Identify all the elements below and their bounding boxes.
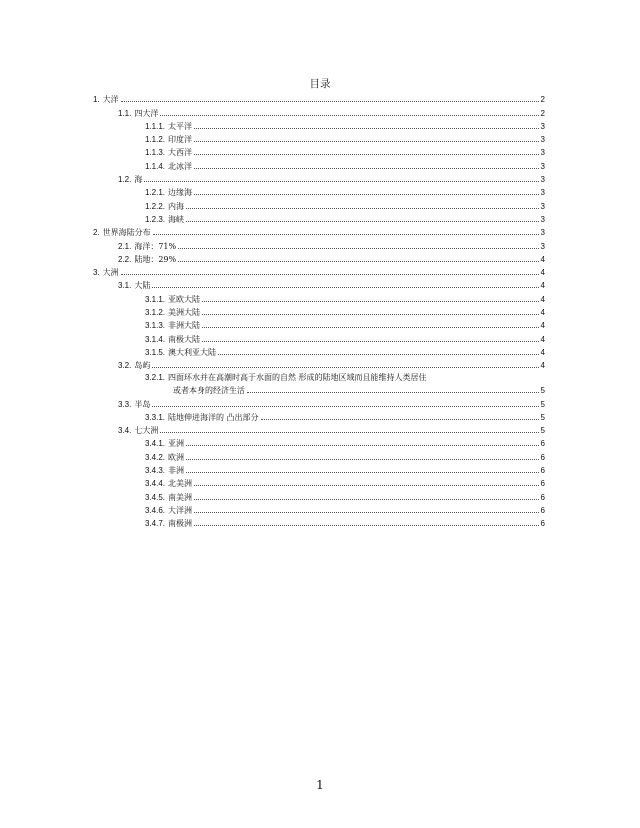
toc-entry-label: 边缘海 <box>168 188 193 198</box>
toc-entry-page: 4 <box>540 254 545 264</box>
toc-entry-page: 5 <box>540 412 545 422</box>
toc-entry-label: 岛屿 <box>134 361 151 371</box>
toc-entry-label: 内海 <box>168 201 185 211</box>
toc-entry-number: 3.4.7. <box>145 519 166 529</box>
toc-entry-page: 6 <box>540 519 545 529</box>
toc-entry[interactable] <box>93 131 545 144</box>
toc-entry-label: 澳大利亚大陆 <box>168 347 217 357</box>
toc-entry[interactable] <box>93 290 545 303</box>
toc-entry-number: 1. <box>93 95 100 105</box>
toc-entry-label-continued: 或者本身的经济生活 <box>173 386 245 396</box>
toc-leader-dots <box>194 154 539 155</box>
toc-entry-label: 半岛 <box>134 399 151 409</box>
toc-entry-label: 大洲 <box>102 268 119 278</box>
toc-entry-label: 四面环水并在高潮时高于水面的自然 形成的陆地区域而且能维持人类居住 <box>168 373 427 383</box>
toc-entry-number: 3.2. <box>118 361 132 371</box>
toc-entry-page: 3 <box>540 175 545 185</box>
toc-leader-dots <box>194 128 539 129</box>
toc-entry[interactable] <box>93 144 545 157</box>
toc-entry-number: 3.1. <box>118 281 132 291</box>
toc-entry-page: 5 <box>540 426 545 436</box>
toc-entry-number: 1.2.1. <box>145 188 166 198</box>
toc-entry-number: 3.3.1. <box>145 412 166 422</box>
toc-entry-label: 南极大陆 <box>168 334 201 344</box>
toc-entry-number: 3.1.4. <box>145 334 166 344</box>
toc-entry-label: 大西洋 <box>168 148 193 158</box>
toc-entry-page: 3 <box>540 241 545 251</box>
toc-leader-dots <box>152 406 539 407</box>
toc-leader-dots <box>153 234 539 235</box>
toc-entry[interactable] <box>93 157 545 170</box>
toc-entry-page: 4 <box>540 334 545 344</box>
toc-entry-number: 3.1.2. <box>145 308 166 318</box>
toc-entry-label: 四大洋 <box>134 108 159 118</box>
toc-entry-page: 3 <box>540 135 545 145</box>
toc-leader-dots <box>202 327 539 328</box>
toc-entry-label: 太平洋 <box>168 121 193 131</box>
toc-entry[interactable] <box>93 370 545 395</box>
toc-entry-number: 2. <box>93 228 100 238</box>
toc-leader-dots <box>178 261 539 262</box>
toc-entry-label: 印度洋 <box>168 135 193 145</box>
toc-entry-label: 海 <box>134 175 143 185</box>
toc-entry-label: 大洋 <box>102 95 119 105</box>
toc-leader-dots <box>194 194 539 195</box>
toc-entry-label: 七大洲 <box>134 426 159 436</box>
toc-entry-number: 3. <box>93 268 100 278</box>
toc-entry-page: 5 <box>540 399 545 409</box>
toc-entry-label: 陆地伸进海洋的 凸出部分 <box>168 412 259 422</box>
toc-entry-label: 陆地：29% <box>134 254 177 264</box>
toc-entry-label: 北冰洋 <box>168 161 193 171</box>
toc-entry-label: 海洋：71% <box>134 241 177 251</box>
toc-entry-page: 6 <box>540 492 545 502</box>
toc-leader-dots <box>121 101 539 102</box>
toc-leader-dots <box>194 168 539 169</box>
toc-entry-page: 6 <box>540 505 545 515</box>
toc-entry-page: 4 <box>540 294 545 304</box>
toc-entry-number: 1.2. <box>118 175 132 185</box>
toc-entry-page: 2 <box>540 95 545 105</box>
toc-entry-label: 欧洲 <box>168 452 185 462</box>
toc-entry[interactable] <box>93 475 545 488</box>
toc-entry-page: 3 <box>540 148 545 158</box>
toc-leader-dots <box>152 287 539 288</box>
toc-entry[interactable] <box>93 118 545 131</box>
toc-entry-label: 非洲大陆 <box>168 321 201 331</box>
toc-entry-number: 2.1. <box>118 241 132 251</box>
toc-leader-dots <box>186 472 539 473</box>
toc-leader-dots <box>178 248 539 249</box>
toc-entry[interactable] <box>93 224 545 237</box>
toc-entry[interactable] <box>93 462 545 475</box>
toc-entry-label: 亚欧大陆 <box>168 294 201 304</box>
toc-entry-label: 南极洲 <box>168 519 193 529</box>
toc-entry[interactable] <box>93 344 545 357</box>
toc-entry-page: 4 <box>540 268 545 278</box>
toc-entry[interactable] <box>93 197 545 210</box>
table-of-contents <box>93 91 545 528</box>
toc-entry-page: 2 <box>540 108 545 118</box>
toc-entry[interactable] <box>93 422 545 435</box>
toc-entry-number: 1.1.4. <box>145 161 166 171</box>
toc-entry[interactable] <box>93 395 545 408</box>
toc-entry-number: 1.1.1. <box>145 121 166 131</box>
toc-leader-dots <box>218 354 539 355</box>
toc-leader-dots <box>144 181 539 182</box>
toc-entry-page: 3 <box>540 228 545 238</box>
toc-entry-number: 3.3. <box>118 399 132 409</box>
toc-entry[interactable] <box>93 237 545 250</box>
toc-entry-number: 1.1. <box>118 108 132 118</box>
toc-leader-dots <box>121 274 539 275</box>
toc-entry-number: 3.4.4. <box>145 479 166 489</box>
toc-leader-dots <box>202 341 539 342</box>
toc-entry-page: 4 <box>540 321 545 331</box>
toc-entry[interactable] <box>93 448 545 461</box>
toc-entry-number: 1.2.2. <box>145 201 166 211</box>
toc-entry[interactable] <box>93 409 545 422</box>
toc-entry-page: 4 <box>540 347 545 357</box>
toc-entry[interactable] <box>93 304 545 317</box>
toc-entry-label: 美洲大陆 <box>168 308 201 318</box>
toc-entry-page: 6 <box>540 439 545 449</box>
toc-entry-page: 4 <box>540 361 545 371</box>
toc-leader-dots <box>186 445 539 446</box>
toc-entry[interactable] <box>93 251 545 264</box>
toc-entry-label: 大洋洲 <box>168 505 193 515</box>
toc-leader-dots <box>202 314 539 315</box>
toc-entry-number: 3.4.5. <box>145 492 166 502</box>
toc-entry-label: 亚洲 <box>168 439 185 449</box>
toc-entry[interactable] <box>93 211 545 224</box>
toc-entry-label: 南美洲 <box>168 492 193 502</box>
toc-entry-number: 1.1.2. <box>145 135 166 145</box>
toc-leader-dots <box>160 115 539 116</box>
toc-entry[interactable] <box>93 330 545 343</box>
toc-entry-label: 非洲 <box>168 466 185 476</box>
toc-entry-number: 3.4.1. <box>145 439 166 449</box>
toc-entry[interactable] <box>93 91 545 104</box>
toc-entry-page: 3 <box>540 214 545 224</box>
toc-leader-dots <box>202 301 539 302</box>
toc-leader-dots <box>194 485 539 486</box>
toc-title: 目录 <box>309 78 331 90</box>
toc-entry-page: 3 <box>540 121 545 131</box>
toc-leader-dots <box>186 459 539 460</box>
toc-entry-number: 1.1.3. <box>145 148 166 158</box>
toc-entry-label: 北美洲 <box>168 479 193 489</box>
toc-entry-page: 6 <box>540 479 545 489</box>
toc-leader-dots <box>152 367 539 368</box>
toc-entry[interactable] <box>93 184 545 197</box>
toc-entry-number: 3.1.3. <box>145 321 166 331</box>
toc-entry-number: 3.4.6. <box>145 505 166 515</box>
toc-entry-number: 3.1.5. <box>145 347 166 357</box>
toc-entry-page: 6 <box>540 452 545 462</box>
toc-entry-number: 2.2. <box>118 254 132 264</box>
toc-entry-page: 3 <box>540 188 545 198</box>
toc-entry-number: 3.2.1. <box>145 373 166 383</box>
toc-entry-page: 3 <box>540 161 545 171</box>
page-number: 1 <box>316 778 324 792</box>
toc-entry-label: 海峡 <box>168 214 185 224</box>
toc-leader-dots <box>247 392 539 393</box>
toc-leader-dots <box>194 141 539 142</box>
toc-entry[interactable] <box>93 264 545 277</box>
toc-entry-page: 6 <box>540 466 545 476</box>
toc-entry[interactable] <box>93 515 545 528</box>
toc-entry-page: 4 <box>540 308 545 318</box>
toc-entry[interactable] <box>93 277 545 290</box>
toc-entry-label: 大陆 <box>134 281 151 291</box>
toc-leader-dots <box>194 512 539 513</box>
toc-leader-dots <box>160 432 539 433</box>
toc-leader-dots <box>186 208 539 209</box>
toc-entry[interactable] <box>93 488 545 501</box>
toc-entry-number: 3.4.3. <box>145 466 166 476</box>
toc-entry-page: 5 <box>540 386 545 396</box>
toc-entry[interactable] <box>93 502 545 515</box>
toc-entry-page: 3 <box>540 201 545 211</box>
toc-entry-number: 3.4. <box>118 426 132 436</box>
toc-entry[interactable] <box>93 357 545 370</box>
toc-leader-dots <box>186 221 539 222</box>
toc-entry-number: 3.4.2. <box>145 452 166 462</box>
toc-entry[interactable] <box>93 171 545 184</box>
toc-leader-dots <box>194 525 539 526</box>
toc-leader-dots <box>194 499 539 500</box>
toc-entry-number: 3.1.1. <box>145 294 166 304</box>
toc-entry[interactable] <box>93 104 545 117</box>
toc-entry-number: 1.2.3. <box>145 214 166 224</box>
toc-entry[interactable] <box>93 435 545 448</box>
toc-entry-label: 世界海陆分布 <box>102 228 151 238</box>
toc-entry[interactable] <box>93 317 545 330</box>
toc-entry-page: 4 <box>540 281 545 291</box>
toc-leader-dots <box>261 419 539 420</box>
